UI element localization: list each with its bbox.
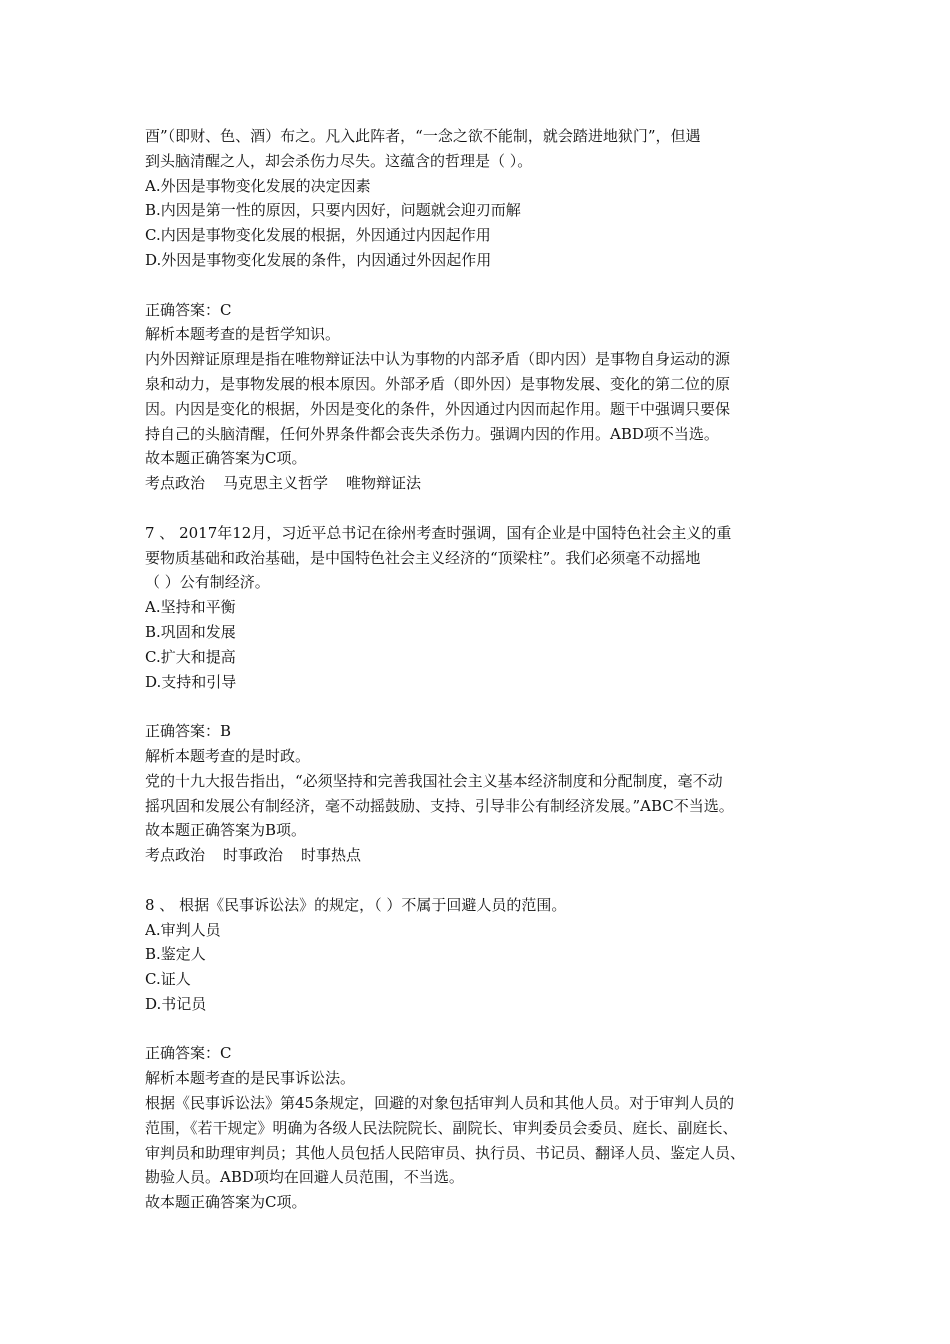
- answer-conclusion: 故本题正确答案为B项。: [145, 821, 307, 840]
- analysis-text: 摇巩固和发展公有制经济，毫不动摇鼓励、支持、引导非公有制经济发展。”ABC不当选。: [145, 796, 734, 815]
- analysis-text: 审判员和助理审判员；其他人员包括人民陪审员、执行员、书记员、翻译人员、鉴定人员、: [145, 1143, 746, 1162]
- question-stem: 7 、 2017年12月，习近平总书记在徐州考查时强调，国有企业是中国特色社会主义的重: [145, 523, 732, 542]
- answer-conclusion: 故本题正确答案为C项。: [145, 1193, 307, 1212]
- option-b: B.内因是第一性的原因，只要内因好，问题就会迎刃而解: [145, 201, 521, 220]
- option-d: D.外因是事物变化发展的条件，内因通过外因起作用: [145, 250, 492, 269]
- analysis-title: 解析本题考查的是民事诉讼法。: [145, 1069, 356, 1088]
- knowledge-tags: [145, 471, 810, 496]
- analysis-text: 勘验人员。ABD项均在回避人员范围，不当选。: [145, 1168, 464, 1187]
- question-stem: 酉”（即财、色、酒）布之。凡入此阵者，“一念之欲不能制，就会踏进地狱门”，但遇: [145, 127, 701, 145]
- question-stem: （ ）公有制经济。: [145, 573, 270, 592]
- option-d: D.支持和引导: [145, 672, 237, 691]
- tag: 考点政治: [145, 846, 206, 865]
- analysis-text: 党的十九大报告指出，“必须坚持和完善我国社会主义基本经济制度和分配制度，毫不动: [145, 771, 723, 790]
- question-stem: 8 、 根据《民事诉讼法》的规定，（ ）不属于回避人员的范围。: [145, 895, 567, 914]
- analysis-text: 因。内因是变化的根据，外因是变化的条件，外因通过内因而起作用。题干中强调只要保: [145, 399, 731, 418]
- document-page: [145, 124, 810, 1215]
- question-stem: 要物质基础和政治基础，是中国特色社会主义经济的“顶梁柱”。我们必须毫不动摇地: [145, 548, 701, 567]
- analysis-text: 根据《民事诉讼法》第45条规定，回避的对象包括审判人员和其他人员。对于审判人员的: [145, 1094, 735, 1113]
- option-a: A.审判人员: [145, 920, 221, 939]
- analysis-text: 泉和动力，是事物发展的根本原因。外部矛盾（即外因）是事物发展、变化的第二位的原: [145, 374, 731, 393]
- option-b: B.巩固和发展: [145, 622, 236, 641]
- question-7: [145, 521, 810, 868]
- analysis-title: 解析本题考查的是哲学知识。: [145, 325, 341, 344]
- correct-answer: 正确答案：B: [145, 722, 232, 741]
- analysis-text: 范围，《若干规定》明确为各级人民法院院长、副院长、审判委员会委员、庭长、副庭长、: [145, 1118, 738, 1137]
- knowledge-tags: [145, 843, 810, 868]
- option-b: B.鉴定人: [145, 945, 206, 964]
- question-6: [145, 124, 810, 496]
- tag: 唯物辩证法: [346, 474, 422, 493]
- correct-answer: 正确答案：C: [145, 300, 232, 319]
- tag: 马克思主义哲学: [223, 474, 329, 493]
- option-c: C.内因是事物变化发展的根据，外因通过内因起作用: [145, 226, 491, 245]
- analysis-text: 持自己的头脑清醒，任何外界条件都会丧失杀伤力。强调内因的作用。ABD项不当选。: [145, 424, 719, 443]
- option-a: A.坚持和平衡: [145, 598, 236, 617]
- option-a: A.外因是事物变化发展的决定因素: [145, 176, 371, 195]
- analysis-text: 内外因辩证原理是指在唯物辩证法中认为事物的内部矛盾（即内因）是事物自身运动的源: [145, 350, 731, 369]
- question-8: [145, 893, 810, 1215]
- option-c: C.证人: [145, 970, 191, 989]
- option-c: C.扩大和提高: [145, 647, 236, 666]
- correct-answer: 正确答案：C: [145, 1044, 232, 1063]
- tag: 考点政治: [145, 474, 206, 493]
- tag: 时事热点: [301, 846, 362, 865]
- analysis-title: 解析本题考查的是时政。: [145, 746, 311, 765]
- question-stem: 到头脑清醒之人，却会杀伤力尽失。这蕴含的哲理是（ ）。: [145, 151, 533, 170]
- tag: 时事政治: [223, 846, 284, 865]
- option-d: D.书记员: [145, 994, 207, 1013]
- answer-conclusion: 故本题正确答案为C项。: [145, 449, 307, 468]
